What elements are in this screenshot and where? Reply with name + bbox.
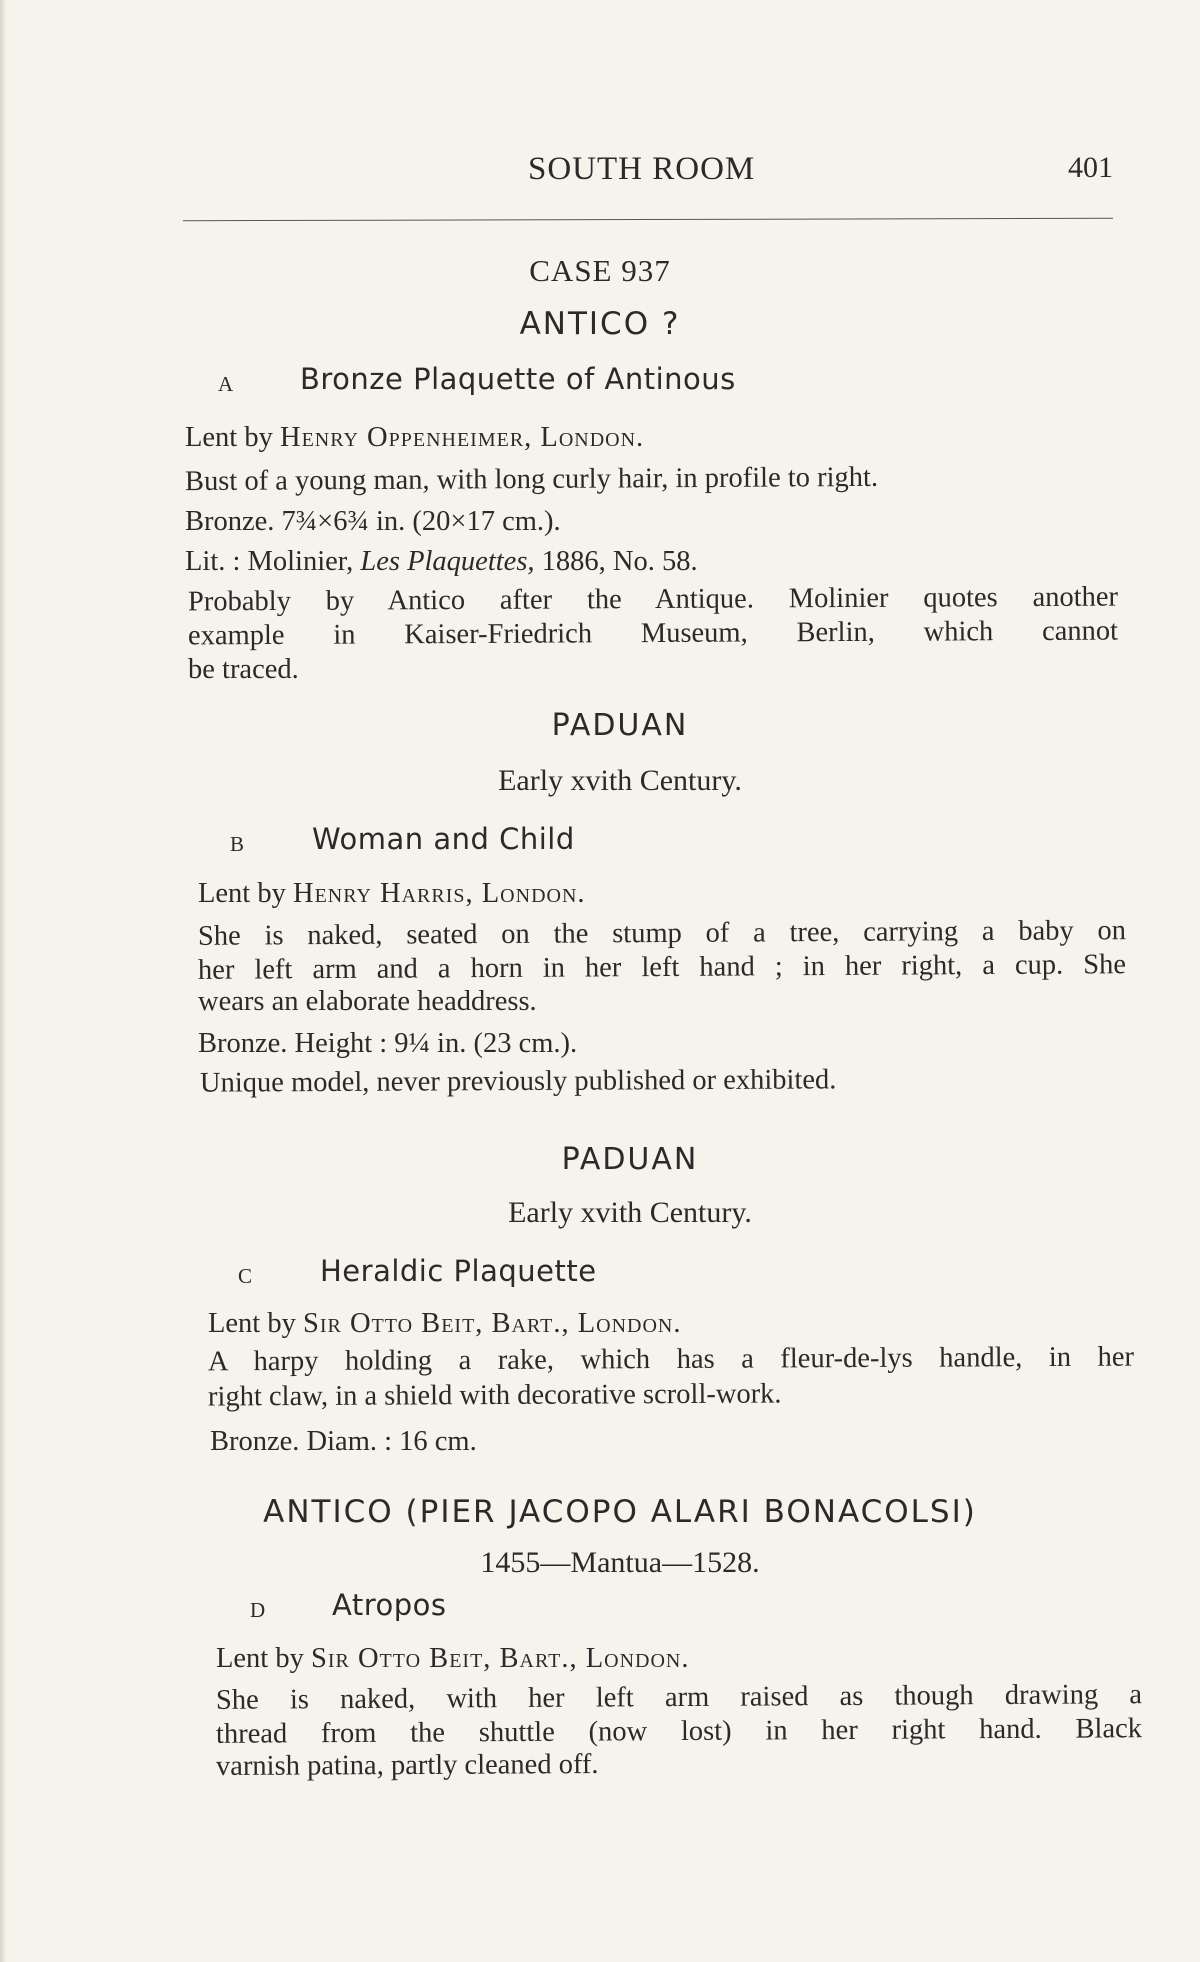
running-header	[183, 145, 1113, 195]
description-line: wears an elaborate headdress.	[198, 986, 537, 1017]
description-line: She is naked, with her left arm raised as though drawing a	[215, 1679, 1143, 1716]
lender-name: Henry Oppenheimer, London.	[279, 422, 645, 453]
lent-prefix: Lent by	[208, 1308, 303, 1339]
running-title: SOUTH ROOM	[528, 151, 756, 187]
item-title: Bronze Plaquette of Antinous	[300, 362, 736, 396]
item-title: Heraldic Plaquette	[320, 1254, 597, 1288]
lent-prefix: Lent by	[198, 878, 293, 909]
lender-line	[185, 424, 644, 453]
description-line: A harpy holding a rake, which has a fleur-de-lys handle, in her	[207, 1341, 1135, 1378]
literature-line	[185, 548, 698, 577]
lender-line	[208, 1310, 681, 1339]
header-rule	[183, 218, 1113, 221]
material-line: Bronze. Height : 9¼ in. (23 cm.).	[198, 1028, 578, 1059]
note-line: Unique model, never previously published or exhibited.	[199, 1064, 837, 1099]
lender-name: Sir Otto Beit, Bart., London.	[310, 1643, 690, 1674]
section-date: Early xvith Century.	[498, 764, 742, 797]
section-heading-antico: ANTICO ?	[519, 306, 681, 342]
item-letter: D	[250, 1598, 267, 1622]
description-line: She is naked, seated on the stump of a tree, carrying a baby on	[197, 915, 1127, 952]
item-letter: A	[218, 372, 235, 396]
item-letter: B	[230, 832, 246, 856]
section-date: Early xvith Century.	[508, 1196, 752, 1229]
section-heading-paduan: PADUAN	[561, 1142, 699, 1177]
item-letter: C	[238, 1264, 254, 1288]
lender-line	[216, 1645, 689, 1674]
section-date: 1455—Mantua—1528.	[480, 1546, 760, 1579]
section-heading-paduan: PADUAN	[551, 708, 689, 743]
lit-prefix: Lit. : Molinier,	[185, 546, 361, 577]
material-line: Bronze. 7¾×6¾ in. (20×17 cm.).	[185, 506, 561, 537]
description-line: Bust of a young man, with long curly hair, in profile to right.	[184, 461, 879, 498]
description-line: thread from the shuttle (now lost) in her right hand. Black	[215, 1713, 1143, 1750]
page-number: 401	[1068, 151, 1113, 184]
description-line: right claw, in a shield with decorative scroll-work.	[207, 1378, 782, 1413]
item-title: Atropos	[332, 1588, 447, 1622]
note-line: be traced.	[188, 654, 299, 685]
lit-title: Les Plaquettes,	[360, 546, 535, 577]
section-heading-antico-full: ANTICO (PIER JACOPO ALARI BONACOLSI)	[263, 1494, 977, 1530]
lender-name: Henry Harris, London.	[292, 878, 586, 909]
note-line: Probably by Antico after the Antique. Molinier quotes another	[187, 581, 1119, 618]
lent-prefix: Lent by	[185, 422, 280, 453]
note-line: example in Kaiser-Friedrich Museum, Berlin, which cannot	[187, 615, 1119, 652]
lender-name: Sir Otto Beit, Bart., London.	[302, 1308, 682, 1339]
material-line: Bronze. Diam. : 16 cm.	[210, 1426, 477, 1457]
lent-prefix: Lent by	[216, 1643, 311, 1674]
description-line: her left arm and a horn in her left hand ; in her right, a cup. She	[197, 949, 1127, 986]
description-line: varnish patina, partly cleaned off.	[215, 1748, 599, 1783]
page-edge-shadow	[0, 0, 6, 1962]
lit-suffix: 1886, No. 58.	[534, 546, 698, 577]
case-heading: CASE 937	[529, 253, 671, 288]
lender-line	[198, 880, 586, 909]
item-title: Woman and Child	[312, 822, 575, 856]
